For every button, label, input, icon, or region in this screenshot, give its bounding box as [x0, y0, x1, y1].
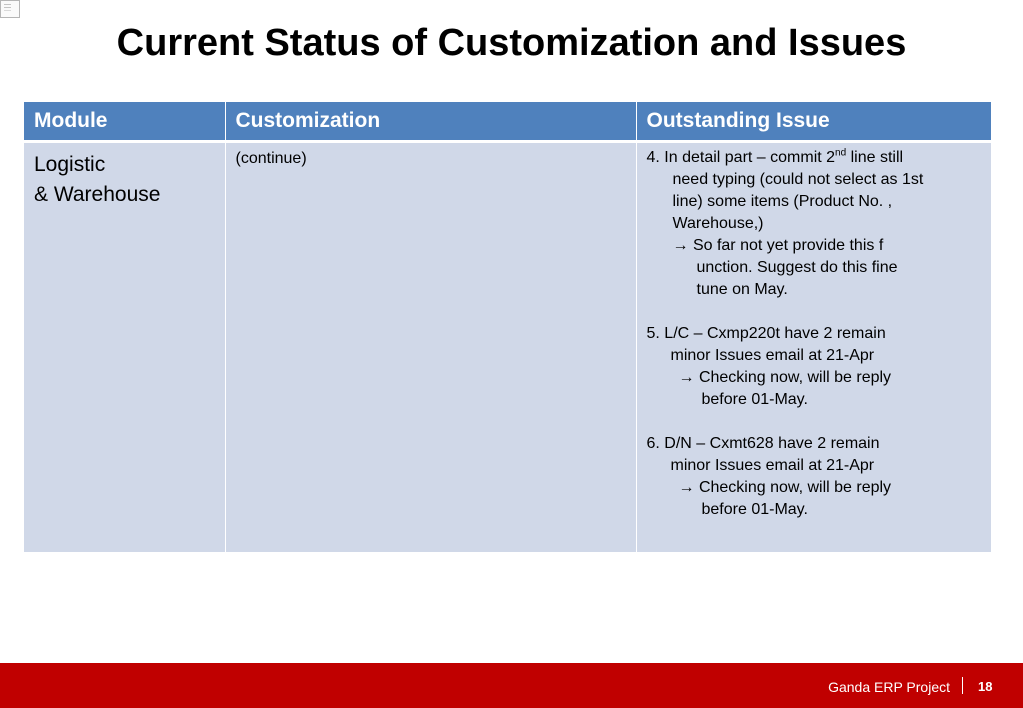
table-row	[24, 142, 991, 553]
table-header-row	[24, 102, 991, 142]
customization-text: (continue)	[235, 150, 307, 167]
issue-item-6	[647, 433, 986, 521]
arrow-note-line: before 01-May.	[701, 501, 808, 518]
arrow-note-line: tune on May.	[696, 281, 788, 298]
module-name-line: & Warehouse	[34, 183, 161, 206]
corner-thumbnail-icon	[0, 0, 20, 18]
arrow-note-line: → Checking now, will be reply	[678, 369, 892, 386]
column-header-module: Module	[24, 102, 225, 142]
issue-item-5	[647, 323, 986, 411]
column-header-outstanding-issue: Outstanding Issue	[636, 102, 991, 142]
arrow-note-line: → Checking now, will be reply	[678, 479, 892, 496]
arrow-note-line: → So far not yet provide this f	[672, 237, 884, 254]
module-name-line: Logistic	[34, 153, 106, 176]
issue-text: 4. In detail part – commit 2	[646, 149, 836, 166]
issue-line: 5. L/C – Cxmp220t have 2 remain	[646, 325, 886, 342]
issue-line: 6. D/N – Cxmt628 have 2 remain	[646, 435, 880, 452]
arrow-note-line: before 01-May.	[701, 391, 808, 408]
issue-line	[647, 147, 986, 169]
customization-cell	[225, 142, 636, 553]
issue-line: need typing (could not select as 1st	[672, 171, 924, 188]
footer-project-name: Ganda ERP Project	[828, 679, 950, 695]
issue-line: minor Issues email at 21-Apr	[670, 347, 875, 364]
page-number: 18	[978, 679, 993, 694]
footer-divider	[962, 677, 963, 694]
issue-item-4	[647, 147, 986, 301]
issue-line: line) some items (Product No. ,	[672, 193, 893, 210]
outstanding-issue-cell	[636, 142, 991, 553]
column-header-customization: Customization	[225, 102, 636, 142]
issue-line: Warehouse,)	[672, 215, 764, 232]
page-title: Current Status of Customization and Issues	[116, 22, 907, 64]
arrow-note-line: unction. Suggest do this fine	[696, 259, 898, 276]
superscript-text: nd	[835, 147, 847, 159]
issue-line: minor Issues email at 21-Apr	[670, 457, 875, 474]
issue-text: line still	[846, 149, 904, 166]
status-table	[24, 102, 991, 553]
module-cell	[24, 142, 225, 553]
